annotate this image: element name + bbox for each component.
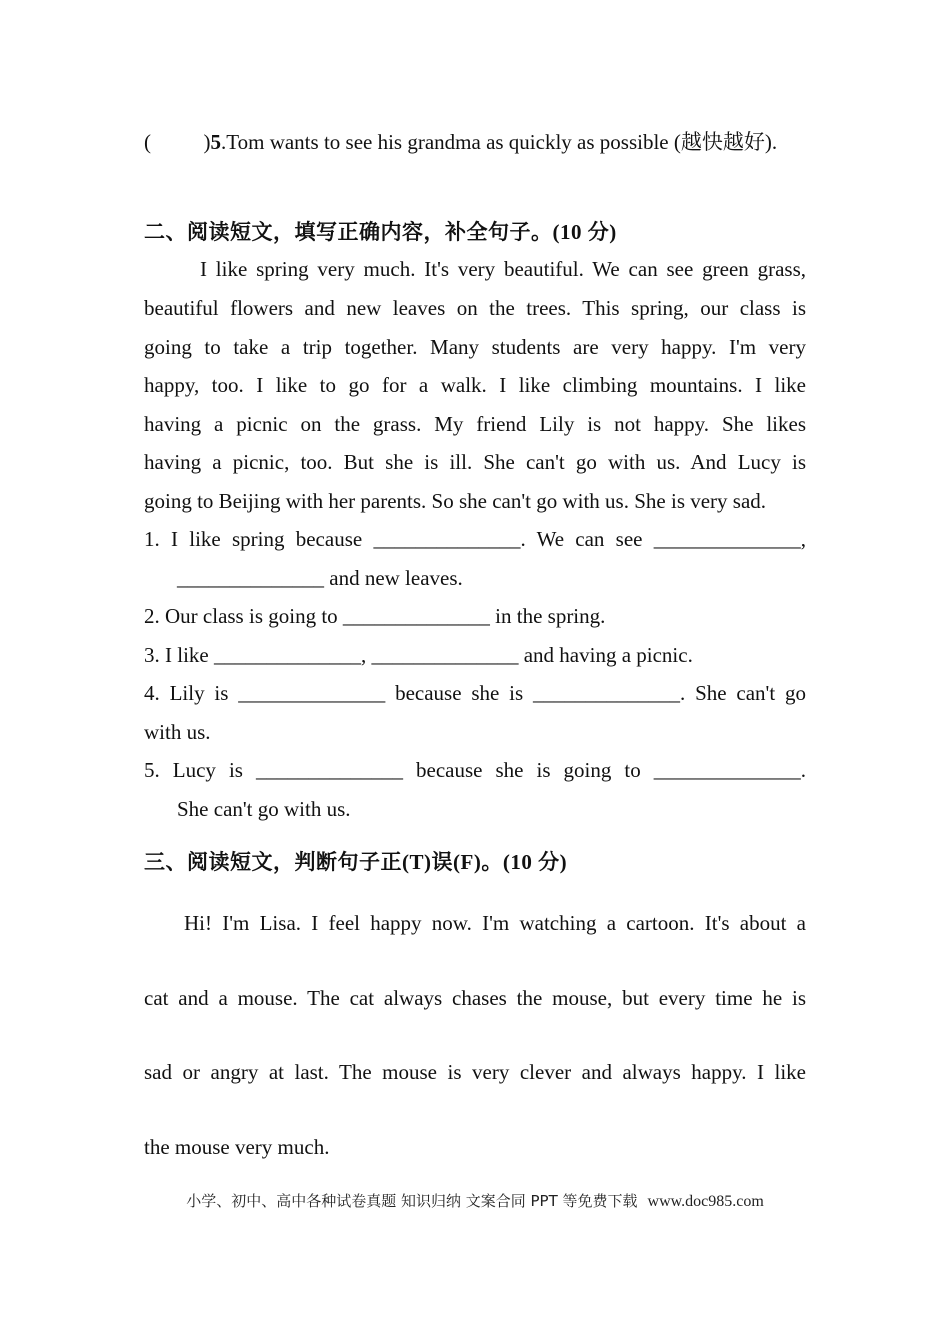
fill-question-5a: 5. Lucy is ______________ because she is going to ______________. [144, 758, 806, 782]
section-2-heading [144, 216, 617, 246]
section-3-true-mark: (T) [402, 850, 432, 874]
fill-question-2: 2. Our class is going to ______________ in the spring. [144, 604, 606, 628]
section-3-score: (10 分) [502, 850, 568, 874]
section-3-title-mid: 误 [431, 850, 453, 874]
question-5 [144, 129, 777, 155]
fill-question-4a: 4. Lily is ______________ because she is ______________. She can't go [144, 681, 806, 705]
reading-line-2: cat and a mouse. The cat always chases the mouse, but every time he is [144, 986, 806, 1010]
fill-question-1b: ______________ and new leaves. [177, 566, 463, 590]
fill-question-1a: 1. I like spring because ______________. We can see ______________, [144, 527, 806, 551]
reading-line-4: the mouse very much. [144, 1135, 330, 1159]
fill-question-4b: with us. [144, 720, 211, 744]
section-2-score: (10 分) [552, 220, 617, 244]
answer-parentheses: ( ) [144, 130, 211, 154]
section-3-title: 三、阅读短文，判断句子正 [144, 850, 402, 874]
passage-line-7: going to Beijing with her parents. So she can't go with us. She is very sad. [144, 489, 767, 513]
fill-question-5b: She can't go with us. [177, 797, 351, 821]
passage-line-5: having a picnic on the grass. My friend Lily is not happy. She likes [144, 412, 806, 436]
section-2-title: 二、阅读短文，填写正确内容，补全句子。 [144, 220, 553, 244]
section-3-heading [144, 846, 567, 876]
passage-line-4: happy, too. I like to go for a walk. I like climbing mountains. I like [144, 373, 806, 397]
footer-url[interactable]: www.doc985.com [647, 1193, 764, 1210]
question-text: .Tom wants to see his grandma as quickly as possible (越快越好). [221, 130, 778, 154]
reading-line-1: Hi! I'm Lisa. I feel happy now. I'm watching a cartoon. It's about a [184, 911, 806, 935]
footer-text: 小学、初中、高中各种试卷真题 知识归纳 文案合同 PPT 等免费下载 [186, 1192, 638, 1210]
fill-question-3: 3. I like ______________, ______________ and having a picnic. [144, 643, 693, 667]
reading-line-3: sad or angry at last. The mouse is very clever and always happy. I like [144, 1060, 806, 1084]
passage-line-3: going to take a trip together. Many students are very happy. I'm very [144, 335, 806, 359]
passage-line-1: I like spring very much. It's very beautiful. We can see green grass, [200, 257, 806, 281]
section-3-false-mark: (F) [453, 850, 482, 874]
passage-line-2: beautiful flowers and new leaves on the trees. This spring, our class is [144, 296, 806, 320]
question-number: 5 [210, 130, 221, 154]
passage-line-6: having a picnic, too. But she is ill. She can't go with us. And Lucy is [144, 450, 806, 474]
page-footer [0, 1190, 950, 1211]
section-3-title-end: 。 [481, 850, 503, 874]
